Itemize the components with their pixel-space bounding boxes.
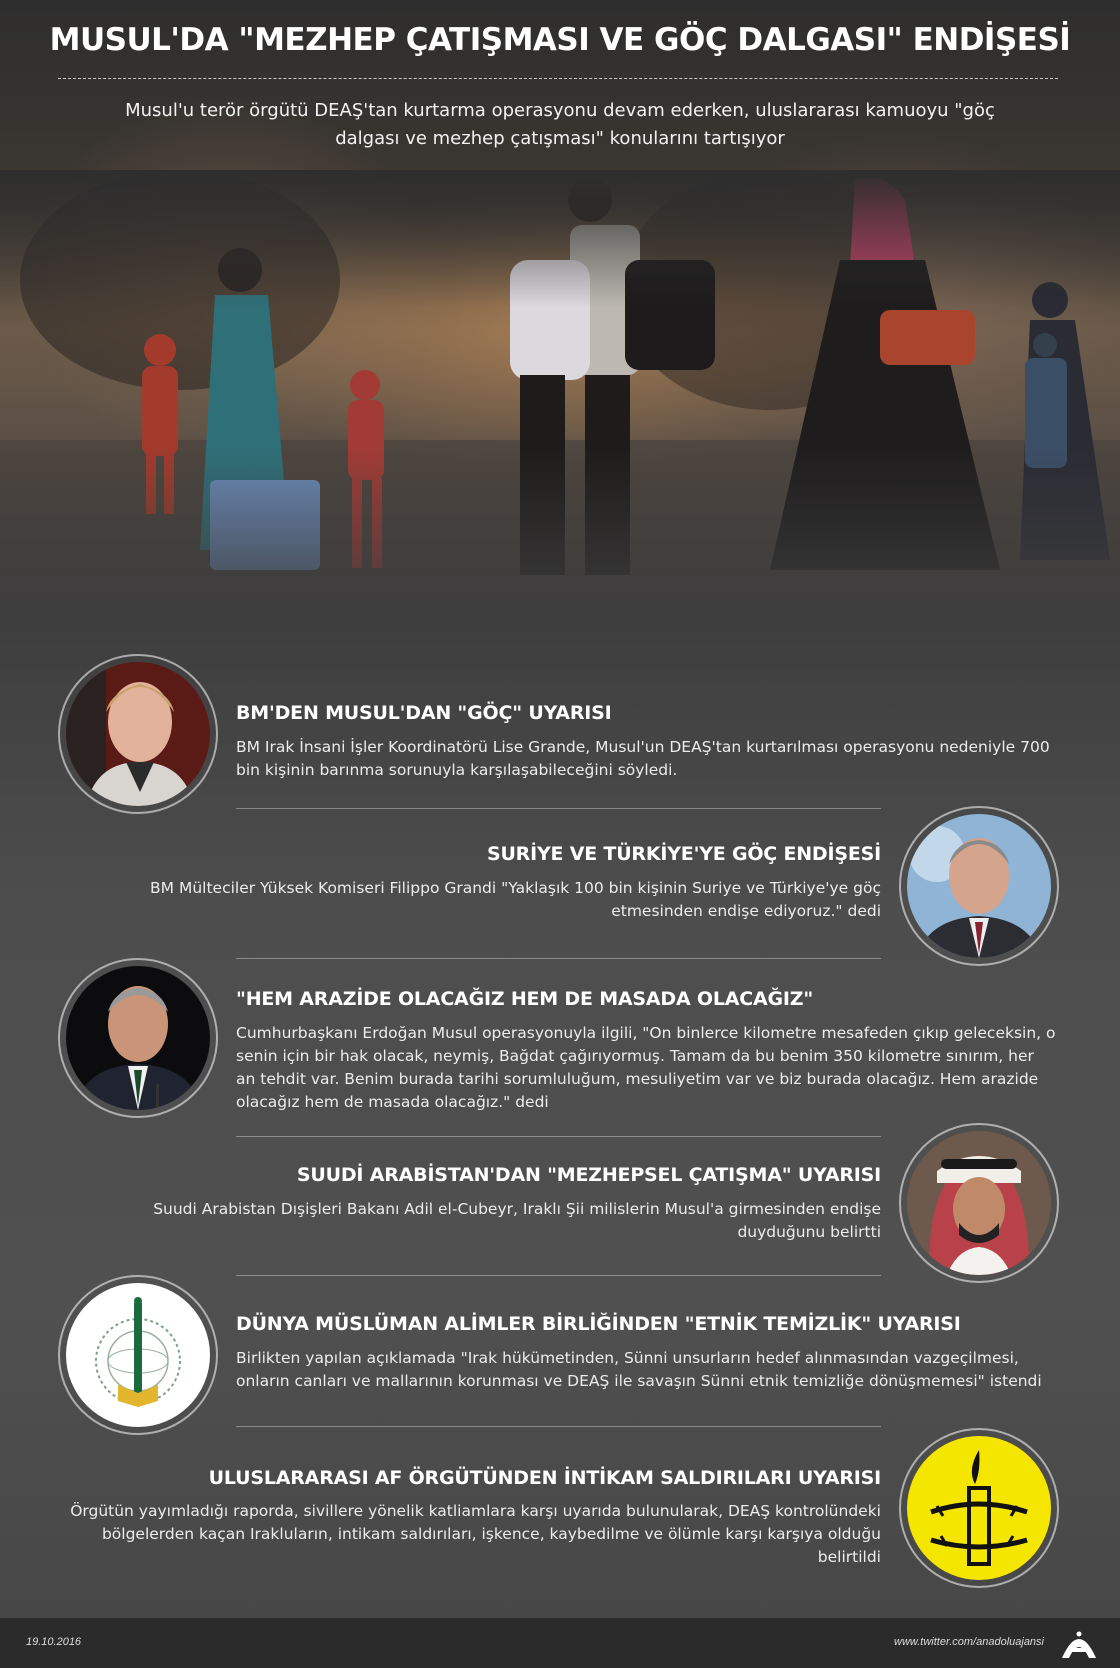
section-6-body: Örgütün yayımladığı raporda, sivillere yönelik katliamlara karşı uyarıda bulunularak, DEAŞ kontrolündeki bölgelerden kaçan Irakluların, intikam saldırıları, işkence, kaybedilme ve ölümle karşı karşıya olduğu belirtildi (70, 1502, 881, 1566)
section-4-body: Suudi Arabistan Dışişleri Bakanı Adil el-Cubeyr, Iraklı Şii milislerin Musul'a girmesinden endişe duyduğunu belirtti (153, 1200, 881, 1241)
title-divider (58, 78, 1058, 79)
section-divider (236, 1275, 881, 1276)
section-6-title: ULUSLARARASI AF ÖRGÜTÜNDEN İNTİKAM SALDIRILARI UYARISI (208, 1467, 881, 1489)
adil-al-jubeir-photo (899, 1123, 1059, 1283)
section-divider (236, 1136, 881, 1137)
section-divider (236, 958, 881, 959)
amnesty-international-logo (899, 1428, 1059, 1588)
section-divider (236, 1426, 881, 1427)
section-3-body: Cumhurbaşkanı Erdoğan Musul operasyonuyla ilgili, "On binlerce kilometre mesafeden çıkıp geleceksin, o senin için bir hak olacak, neymiş, Bağdat çağırıyormuş. Tamam da bu benim 350 kilometre sınırım, her an tehdit var. Benim burada tarihi sorumluluğum, mesuliyetim var ve biz burada olacağız. Hem arazide olacağız hem de masada olacağız." dedi (236, 1024, 1056, 1111)
section-5-body: Birlikten yapılan açıklamada "Irak hükümetinden, Sünni unsurların hedef alınmasından vazgeçilmesi, onların canları ve mallarının korunması ve DEAŞ ile savaşın Sünni etnik temizliğe dönüşmemesi" istendi (236, 1349, 1042, 1390)
filippo-grandi-photo (899, 806, 1059, 966)
section-2-body: BM Mülteciler Yüksek Komiseri Filippo Grandi "Yaklaşık 100 bin kişinin Suriye ve Türkiye'ye göç etmesinden endişe ediyoruz." dedi (150, 879, 881, 920)
page-title: MUSUL'DA "MEZHEP ÇATIŞMASI VE GÖÇ DALGASI" ENDİŞESİ (49, 22, 1071, 58)
muslim-scholars-union-logo (58, 1275, 218, 1435)
anadolu-agency-logo-icon (1060, 1626, 1098, 1660)
page-subtitle: Musul'u terör örgütü DEAŞ'tan kurtarma operasyonu devam ederken, uluslararası kamuoyu "göç dalgası ve mezhep çatışması" konularını tartışıyor (125, 100, 995, 149)
section-3-title: "HEM ARAZİDE OLACAĞIZ HEM DE MASADA OLACAĞIZ" (236, 988, 814, 1010)
footer-bar (0, 1618, 1120, 1668)
section-2-title: SURİYE VE TÜRKİYE'YE GÖÇ ENDİŞESİ (486, 843, 881, 865)
refugees-photo (0, 170, 1120, 630)
header-photo-area (0, 0, 1120, 630)
section-1-body: BM Irak İnsani İşler Koordinatörü Lise Grande, Musul'un DEAŞ'tan kurtarılması operasyonu nedeniyle 700 bin kişinin barınma sorunuyla karşılaşabileceğini söyledi. (236, 738, 1050, 779)
section-1-title: BM'DEN MUSUL'DAN "GÖÇ" UYARISI (236, 702, 612, 724)
section-5-title: DÜNYA MÜSLÜMAN ALİMLER BİRLİĞİNDEN "ETNİK TEMİZLİK" UYARISI (236, 1313, 961, 1335)
footer-date: 19.10.2016 (26, 1636, 82, 1648)
section-4-title: SUUDİ ARABİSTAN'DAN "MEZHEPSEL ÇATIŞMA" UYARISI (296, 1164, 881, 1186)
erdogan-photo (58, 958, 218, 1118)
section-divider (236, 808, 881, 809)
twitter-link[interactable]: www.twitter.com/anadoluajansi (894, 1636, 1044, 1648)
lise-grande-photo (58, 654, 218, 814)
